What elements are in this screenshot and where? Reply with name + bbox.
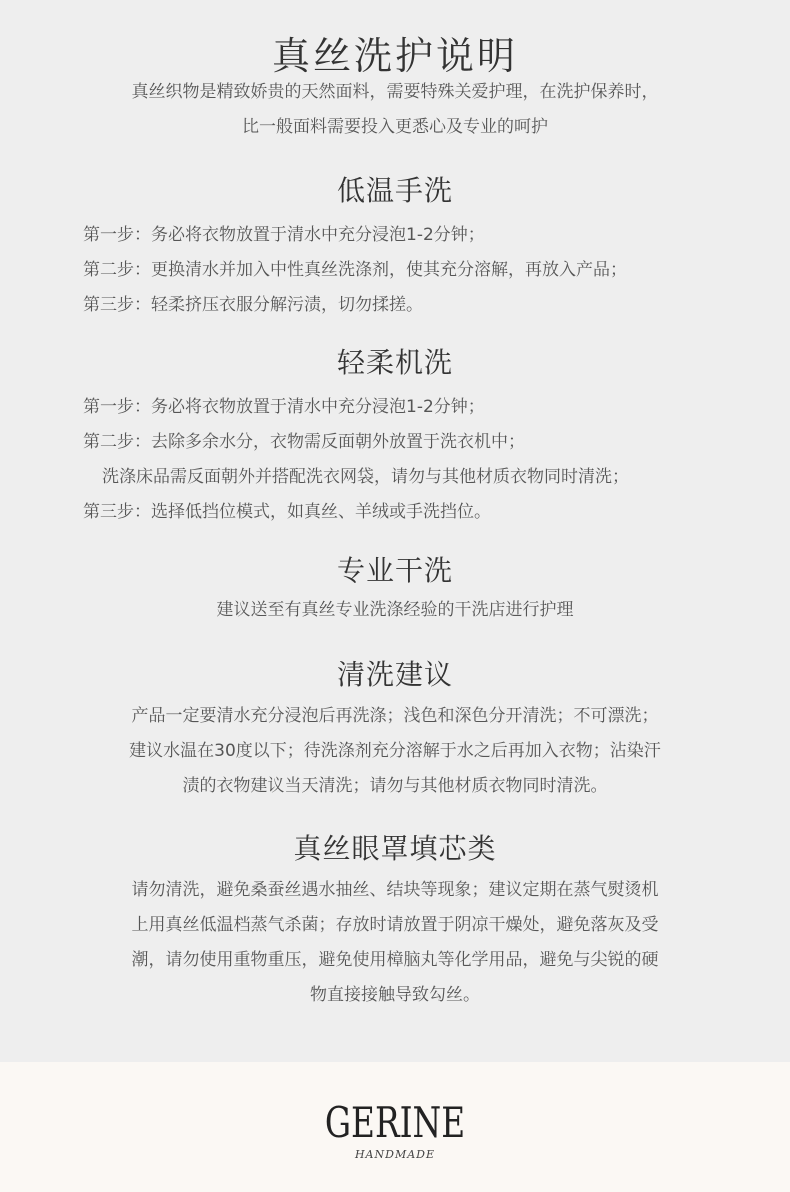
eye-mask-line-1: 请勿清洗，避免桑蚕丝遇水抽丝、结块等现象；建议定期在蒸气熨烫机 — [131, 880, 659, 900]
machine-wash-note: 洗涤床品需反面朝外并搭配洗衣网袋，请勿与其他材质衣物同时清洗； — [102, 467, 629, 487]
eye-mask-line-4: 物直接接触导致勾丝。 — [310, 985, 480, 1005]
section-heading-eye-mask: 真丝眼罩填芯类 — [293, 832, 497, 865]
machine-wash-step-1: 第一步：务必将衣物放置于清水中充分浸泡1-2分钟； — [83, 397, 485, 417]
machine-wash-step-3: 第三步：选择低挡位模式，如真丝、羊绒或手洗挡位。 — [83, 502, 491, 522]
section-heading-advice: 清洗建议 — [336, 658, 453, 691]
section-heading-hand-wash: 低温手洗 — [336, 174, 453, 207]
brand-logo: GERINE — [324, 1098, 466, 1147]
brand-tagline: HANDMADE — [354, 1148, 436, 1161]
machine-wash-step-2: 第二步：去除多余水分，衣物需反面朝外放置于洗衣机中； — [83, 432, 525, 452]
advice-line-2: 建议水温在30度以下；待洗涤剂充分溶解于水之后再加入衣物；沾染汗 — [129, 741, 661, 761]
hand-wash-step-1: 第一步：务必将衣物放置于清水中充分浸泡1-2分钟； — [83, 225, 485, 245]
eye-mask-line-2: 上用真丝低温档蒸气杀菌；存放时请放置于阴凉干燥处，避免落灰及受 — [131, 915, 659, 935]
dry-clean-text: 建议送至有真丝专业洗涤经验的干洗店进行护理 — [216, 600, 574, 620]
eye-mask-line-3: 潮，请勿使用重物重压，避免使用樟脑丸等化学用品，避免与尖锐的硬 — [131, 950, 659, 970]
hand-wash-step-2: 第二步：更换清水并加入中性真丝洗涤剂，使其充分溶解，再放入产品； — [83, 260, 627, 280]
advice-line-3: 渍的衣物建议当天清洗；请勿与其他材质衣物同时清洗。 — [182, 776, 608, 796]
advice-line-1: 产品一定要清水充分浸泡后再洗涤；浅色和深色分开清洗；不可漂洗； — [131, 706, 659, 726]
section-heading-dry-clean: 专业干洗 — [336, 554, 453, 587]
intro-line-1: 真丝织物是精致娇贵的天然面料，需要特殊关爱护理，在洗护保养时， — [131, 82, 659, 102]
page-title: 真丝洗护说明 — [271, 34, 518, 78]
hand-wash-step-3: 第三步：轻柔挤压衣服分解污渍，切勿揉搓。 — [83, 295, 423, 315]
intro-line-2: 比一般面料需要投入更悉心及专业的呵护 — [242, 117, 548, 137]
section-heading-machine-wash: 轻柔机洗 — [336, 346, 453, 379]
